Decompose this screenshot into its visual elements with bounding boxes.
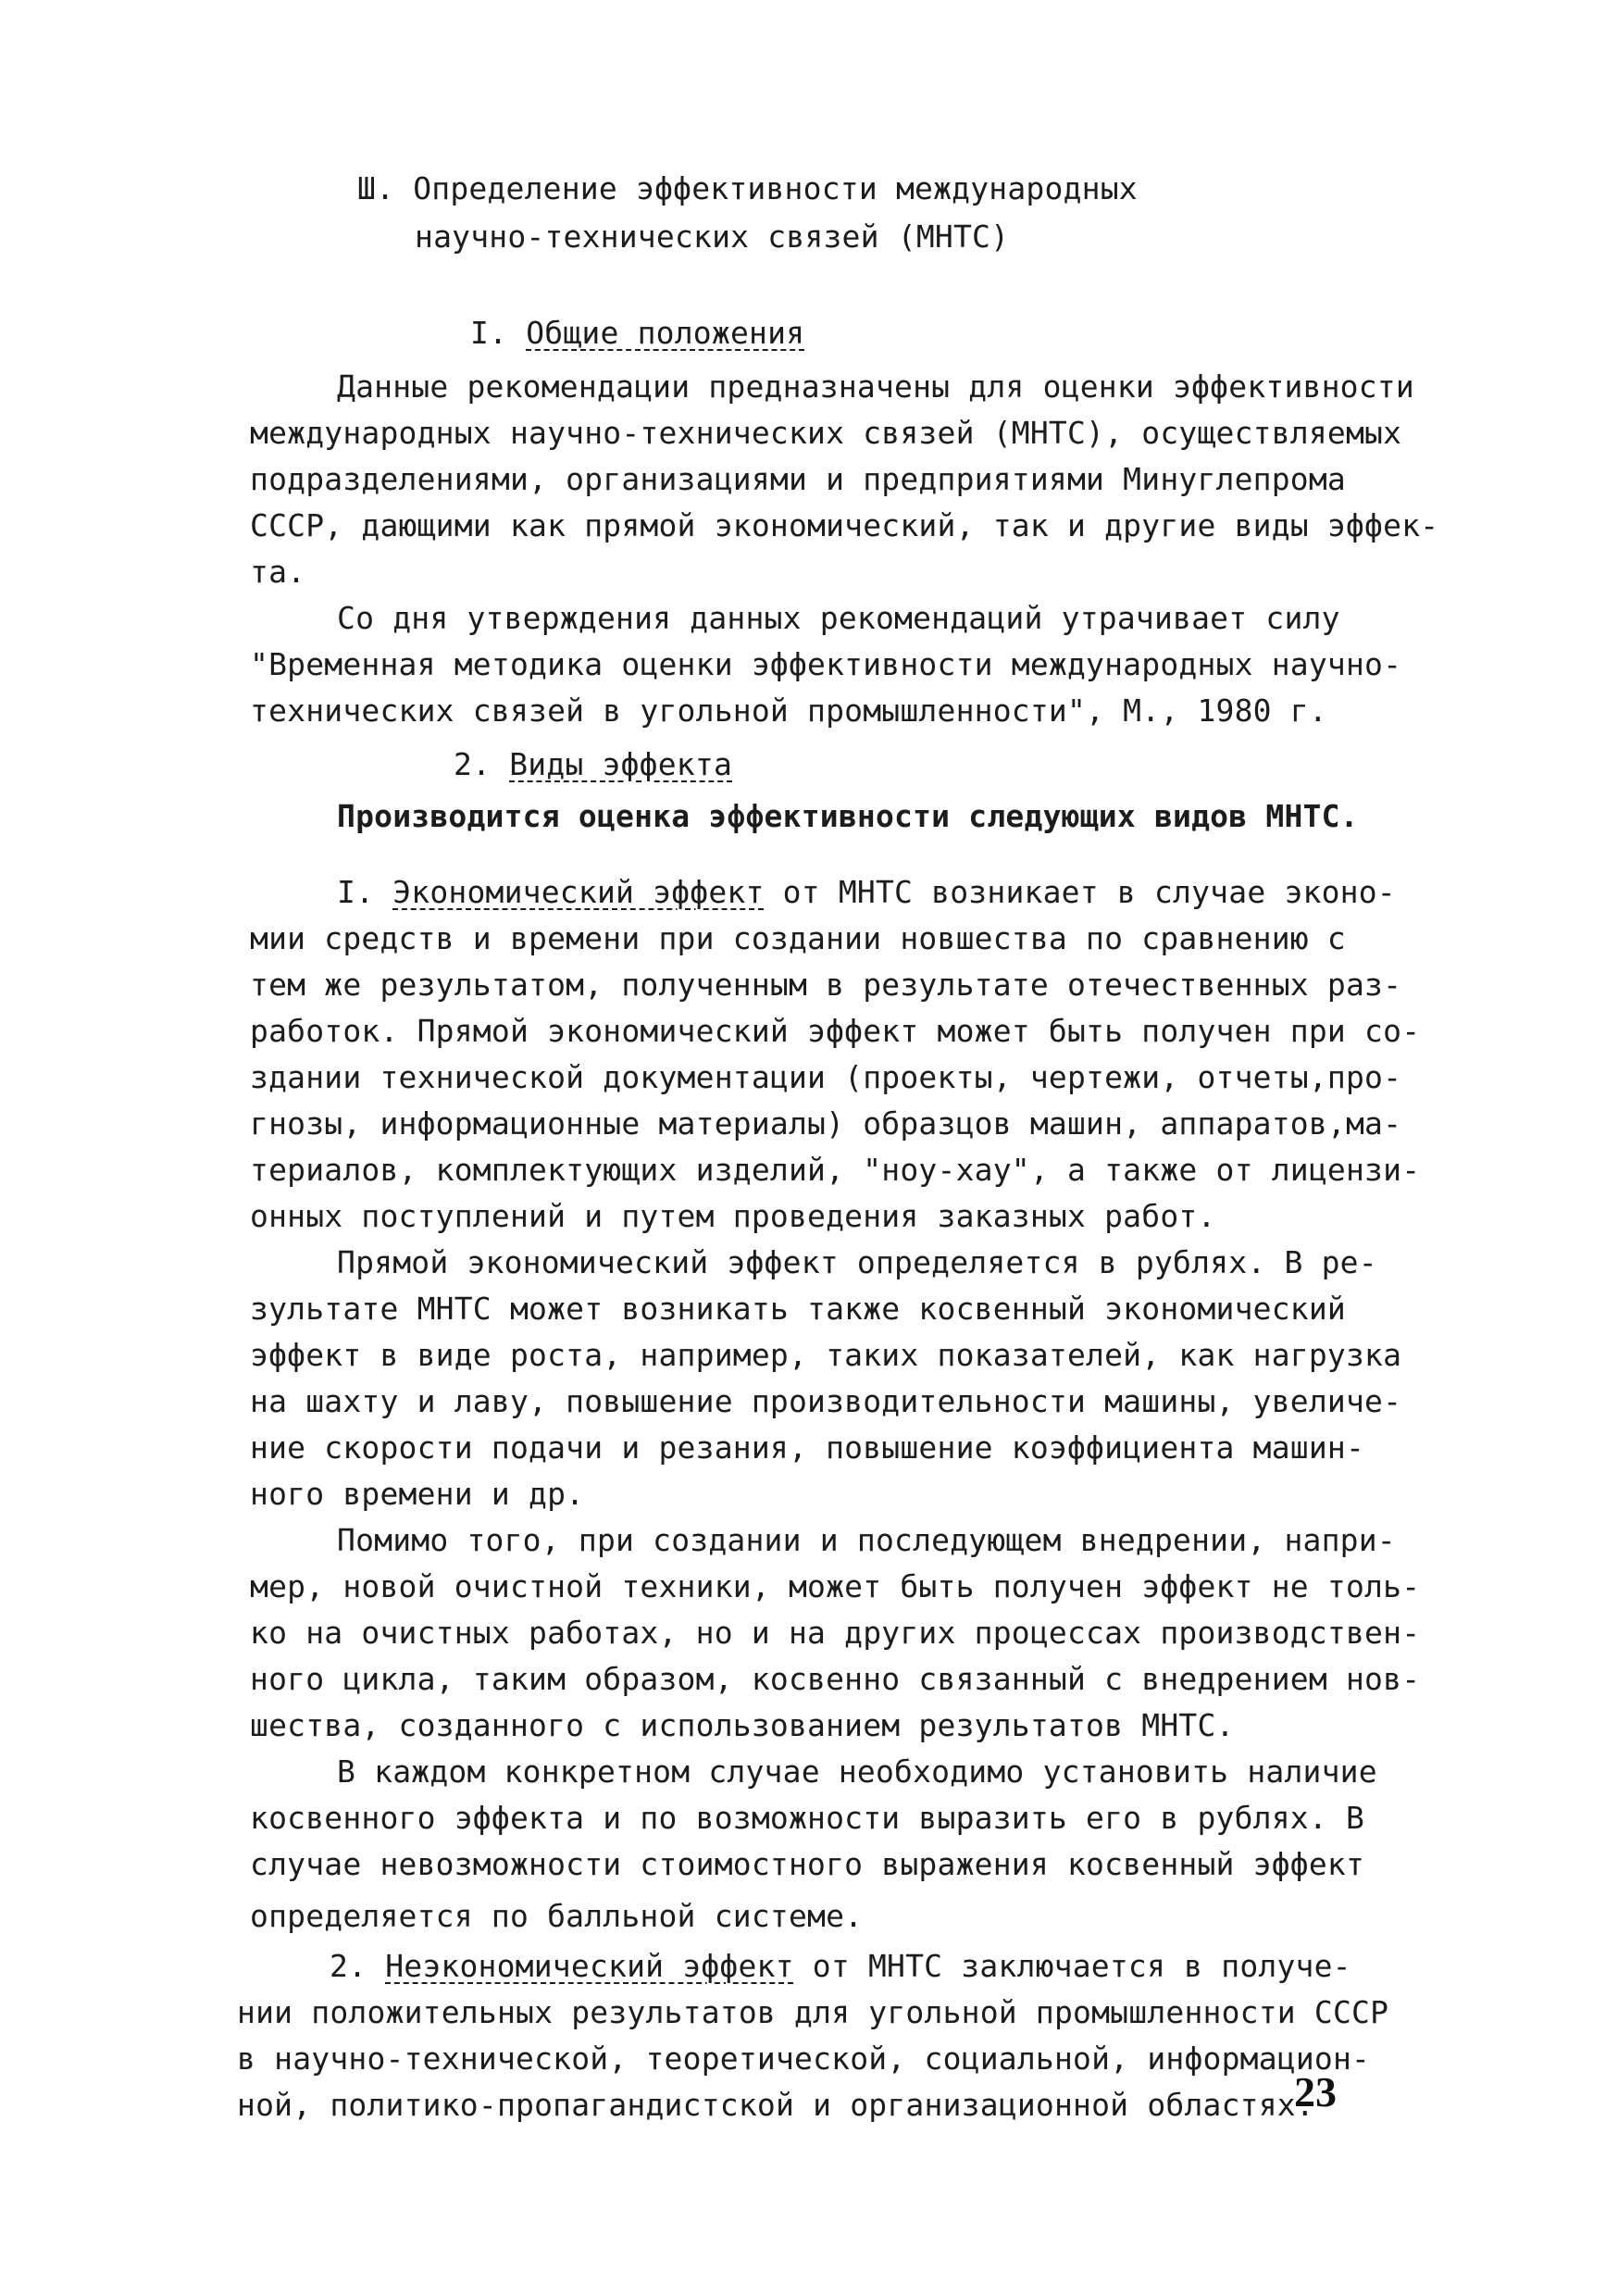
subsection-2-number: 2. [454, 746, 510, 782]
subsection-2-title: Виды эффекта [509, 746, 733, 782]
para2-line-2: "Временная методика оценки эффективности международных научно- [250, 646, 1402, 682]
para3-line-2: зультате МНТС может возникать также косвенный экономический [250, 1291, 1346, 1327]
item1-term: Экономический эффект [392, 874, 765, 910]
item1-line-6: гнозы, информационные материалы) образцов машин, аппаратов,ма- [250, 1105, 1402, 1142]
item2-line-4: ной, политико-пропагандистской и организационной областях. [237, 2087, 1314, 2123]
para4-line-1: Помимо того, при создании и последующем внедрении, напри- [337, 1522, 1396, 1558]
section-title-line-2: научно-технических связей (МНТС) [415, 218, 1010, 255]
para5-line-4: определяется по балльной системе. [250, 1898, 864, 1934]
subsection-1-heading [470, 315, 804, 352]
para5-line-2: косвенного эффекта и по возможности выразить его в рублях. В [250, 1800, 1365, 1836]
para1-line-1: Данные рекомендации предназначены для оценки эффективности [337, 368, 1414, 405]
item1-line-3: тем же результатом, полученным в результате отечественных раз- [250, 967, 1402, 1003]
para5-line-3: случае невозможности стоимостного выражения косвенный эффект [250, 1846, 1365, 1882]
item1-line-2: мии средств и времени при создании новшества по сравнению с [250, 920, 1346, 956]
para1-line-2: международных научно-технических связей (МНТС), осуществляемых [250, 415, 1402, 451]
para1-line-5: та. [250, 554, 306, 590]
section-title-line-1: Ш. Определение эффективности международных [357, 170, 1138, 206]
subsection-2-heading [454, 746, 732, 783]
item2-line-2: нии положительных результатов для угольной промышленности СССР [237, 1994, 1389, 2030]
para3-line-5: ние скорости подачи и резания, повышение коэффициента машин- [250, 1429, 1365, 1466]
subsection-1-number: I. [470, 315, 527, 351]
item1-number: I. [337, 874, 393, 910]
para4-line-2: мер, новой очистной техники, может быть получен эффект не толь- [250, 1568, 1421, 1604]
page-number: 23 [1294, 2068, 1337, 2115]
item2-first-line [330, 1948, 1351, 1985]
para3-line-4: на шахту и лаву, повышение производительности машины, увеличе- [250, 1383, 1402, 1419]
para2-line-3: технических связей в угольной промышленности", М., 1980 г. [250, 693, 1327, 729]
para2-line-1: Со дня утверждения данных рекомендаций утрачивает силу [337, 600, 1340, 636]
item2-term: Неэкономический эффект [385, 1948, 794, 1984]
item2-number: 2. [330, 1948, 386, 1984]
para4-line-4: ного цикла, таким образом, косвенно связанный с внедрением нов- [250, 1661, 1421, 1697]
para1-line-3: подразделениями, организациями и предприятиями Минуглепрома [250, 461, 1346, 497]
item1-first-line [337, 874, 1396, 911]
para5-line-1: В каждом конкретном случае необходимо установить наличие [337, 1753, 1377, 1790]
para1-line-4: СССР, дающими как прямой экономический, так и другие виды эффек- [250, 507, 1439, 543]
para4-line-5: шества, созданного с использованием результатов МНТС. [250, 1707, 1235, 1743]
item2-line-3: в научно-технической, теоретической, социальной, информацион- [237, 2040, 1371, 2077]
item1-line-5: здании технической документации (проекты, чертежи, отчеты,про- [250, 1059, 1402, 1095]
item1-rest: от МНТС возникает в случае эконо- [764, 874, 1396, 910]
para3-line-6: ного времени и др. [250, 1476, 585, 1512]
item1-line-8: онных поступлений и путем проведения заказных работ. [250, 1198, 1216, 1234]
types-intro: Производится оценка эффективности следующих видов МНТС. [337, 798, 1359, 834]
item2-rest: от МНТС заключается в получе- [793, 1948, 1351, 1984]
item1-line-4: работок. Прямой экономический эффект может быть получен при со- [250, 1013, 1421, 1049]
para3-line-3: эффект в виде роста, например, таких показателей, как нагрузка [250, 1337, 1402, 1373]
para3-line-1: Прямой экономический эффект определяется в рублях. В ре- [337, 1244, 1377, 1280]
subsection-1-title: Общие положения [526, 315, 805, 351]
item1-line-7: териалов, комплектующих изделий, "ноу-хау", а также от лицензи- [250, 1152, 1421, 1188]
para4-line-3: ко на очистных работах, но и на других процессах производствен- [250, 1615, 1421, 1651]
